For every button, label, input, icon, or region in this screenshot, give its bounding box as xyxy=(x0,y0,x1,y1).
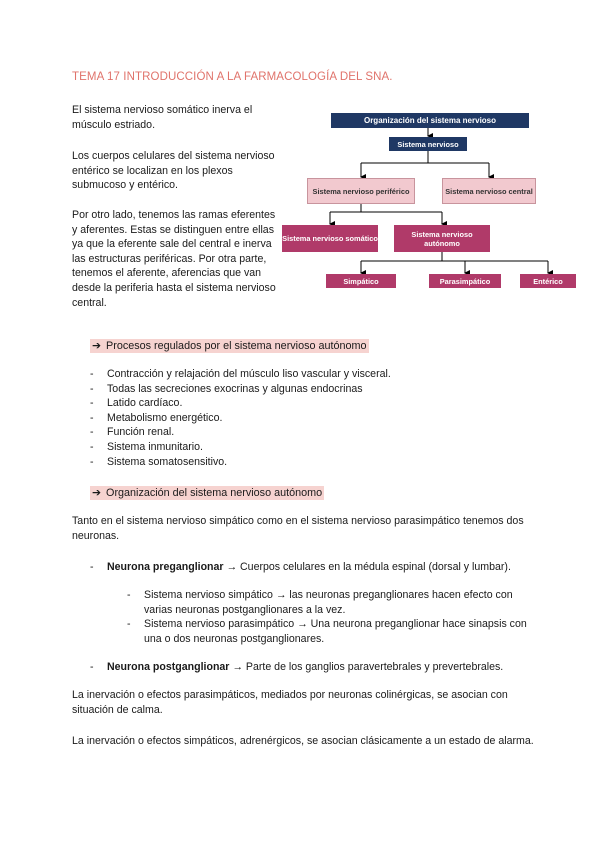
sympathetic-subitem xyxy=(127,588,527,618)
heading-text: Organización del sistema nervioso autónomo xyxy=(106,487,323,499)
node-central: Sistema nervioso central xyxy=(442,178,536,204)
intro-paragraph-afferent-efferent: Por otro lado, tenemos las ramas eferentes y aferentes. Estas se distinguen entre ellas ya que la eferente sale del central e inerva las estructuras periféricas. Por otra parte, tenemos el aferente, aferencias que van desde la periferia hasta el sistema nervioso central. xyxy=(72,209,276,309)
diagram-title: Organización del sistema nervioso xyxy=(331,113,529,128)
organization-intro: Tanto en el sistema nervioso simpático como en el sistema nervioso parasimpático tenemos dos neuronas. xyxy=(72,515,524,542)
node-peripheral: Sistema nervioso periférico xyxy=(307,178,415,204)
heading-highlight xyxy=(90,339,369,353)
dash-bullet: - xyxy=(127,618,131,630)
node-somatic: Sistema nervioso somático xyxy=(282,225,378,252)
intro-paragraph-somatic: El sistema nervioso somático inerva el músculo estriado. xyxy=(72,104,253,131)
heading-highlight xyxy=(90,486,324,500)
list-item: - Latido cardíaco. xyxy=(90,396,391,411)
dash-bullet: - xyxy=(127,589,131,601)
dash-bullet: - xyxy=(90,561,94,573)
heading-text: Procesos regulados por el sistema nervioso autónomo xyxy=(106,340,367,352)
list-item: - Función renal. xyxy=(90,425,391,440)
list-item: - Metabolismo energético. xyxy=(90,411,391,426)
nervous-system-diagram xyxy=(280,108,590,294)
processes-list xyxy=(90,367,391,469)
list-item: - Sistema inmunitario. xyxy=(90,440,391,455)
arrow-icon: ➔ xyxy=(92,487,102,499)
postganglionic-term: Neurona postganglionar xyxy=(107,661,230,673)
preganglionic-term: Neurona preganglionar xyxy=(107,561,224,573)
section-heading-processes xyxy=(90,339,369,352)
dash-bullet: - xyxy=(90,661,94,673)
parasympathetic-effects-paragraph: La inervación o efectos parasimpáticos, mediados por neuronas colinérgicas, se asocian con situación de calma. xyxy=(72,689,508,716)
node-parasympathetic: Parasimpático xyxy=(429,274,501,288)
section-heading-organization xyxy=(90,486,324,499)
arrow-icon: ➔ xyxy=(92,340,102,352)
list-item: - Contracción y relajación del músculo liso vascular y visceral. xyxy=(90,367,391,382)
parasympathetic-subitem xyxy=(127,617,527,647)
preganglionic-item xyxy=(90,560,520,575)
page-title: TEMA 17 INTRODUCCIÓN A LA FARMACOLOGÍA DEL SNA. xyxy=(72,71,393,83)
list-item: - Todas las secreciones exocrinas y algunas endocrinas xyxy=(90,382,391,397)
sympathetic-effects-paragraph: La inervación o efectos simpáticos, adrenérgicos, se asocian clásicamente a un estado de alarma. xyxy=(72,735,534,747)
sympathetic-subitem-text: Sistema nervioso simpático → las neuronas preganglionares hacen efecto con varias neuronas postganglionares a la vez. xyxy=(144,589,513,616)
parasympathetic-subitem-text: Sistema nervioso parasimpático → Una neurona preganglionar hace sinapsis con una o dos neuronas postganglionares. xyxy=(144,618,527,645)
node-sympathetic: Simpático xyxy=(326,274,396,288)
node-enteric: Entérico xyxy=(520,274,576,288)
list-item: - Sistema somatosensitivo. xyxy=(90,455,391,470)
node-autonomic: Sistema nervioso autónomo xyxy=(394,225,490,252)
postganglionic-text: → Parte de los ganglios paravertebrales y prevertebrales. xyxy=(229,661,504,673)
postganglionic-item xyxy=(90,660,520,675)
node-nervous-system: Sistema nervioso xyxy=(389,137,467,151)
intro-paragraph-enteric: Los cuerpos celulares del sistema nervioso entérico se localizan en los plexos submucoso y entérico. xyxy=(72,150,275,192)
preganglionic-text: → Cuerpos celulares en la médula espinal (dorsal y lumbar). xyxy=(223,561,511,573)
